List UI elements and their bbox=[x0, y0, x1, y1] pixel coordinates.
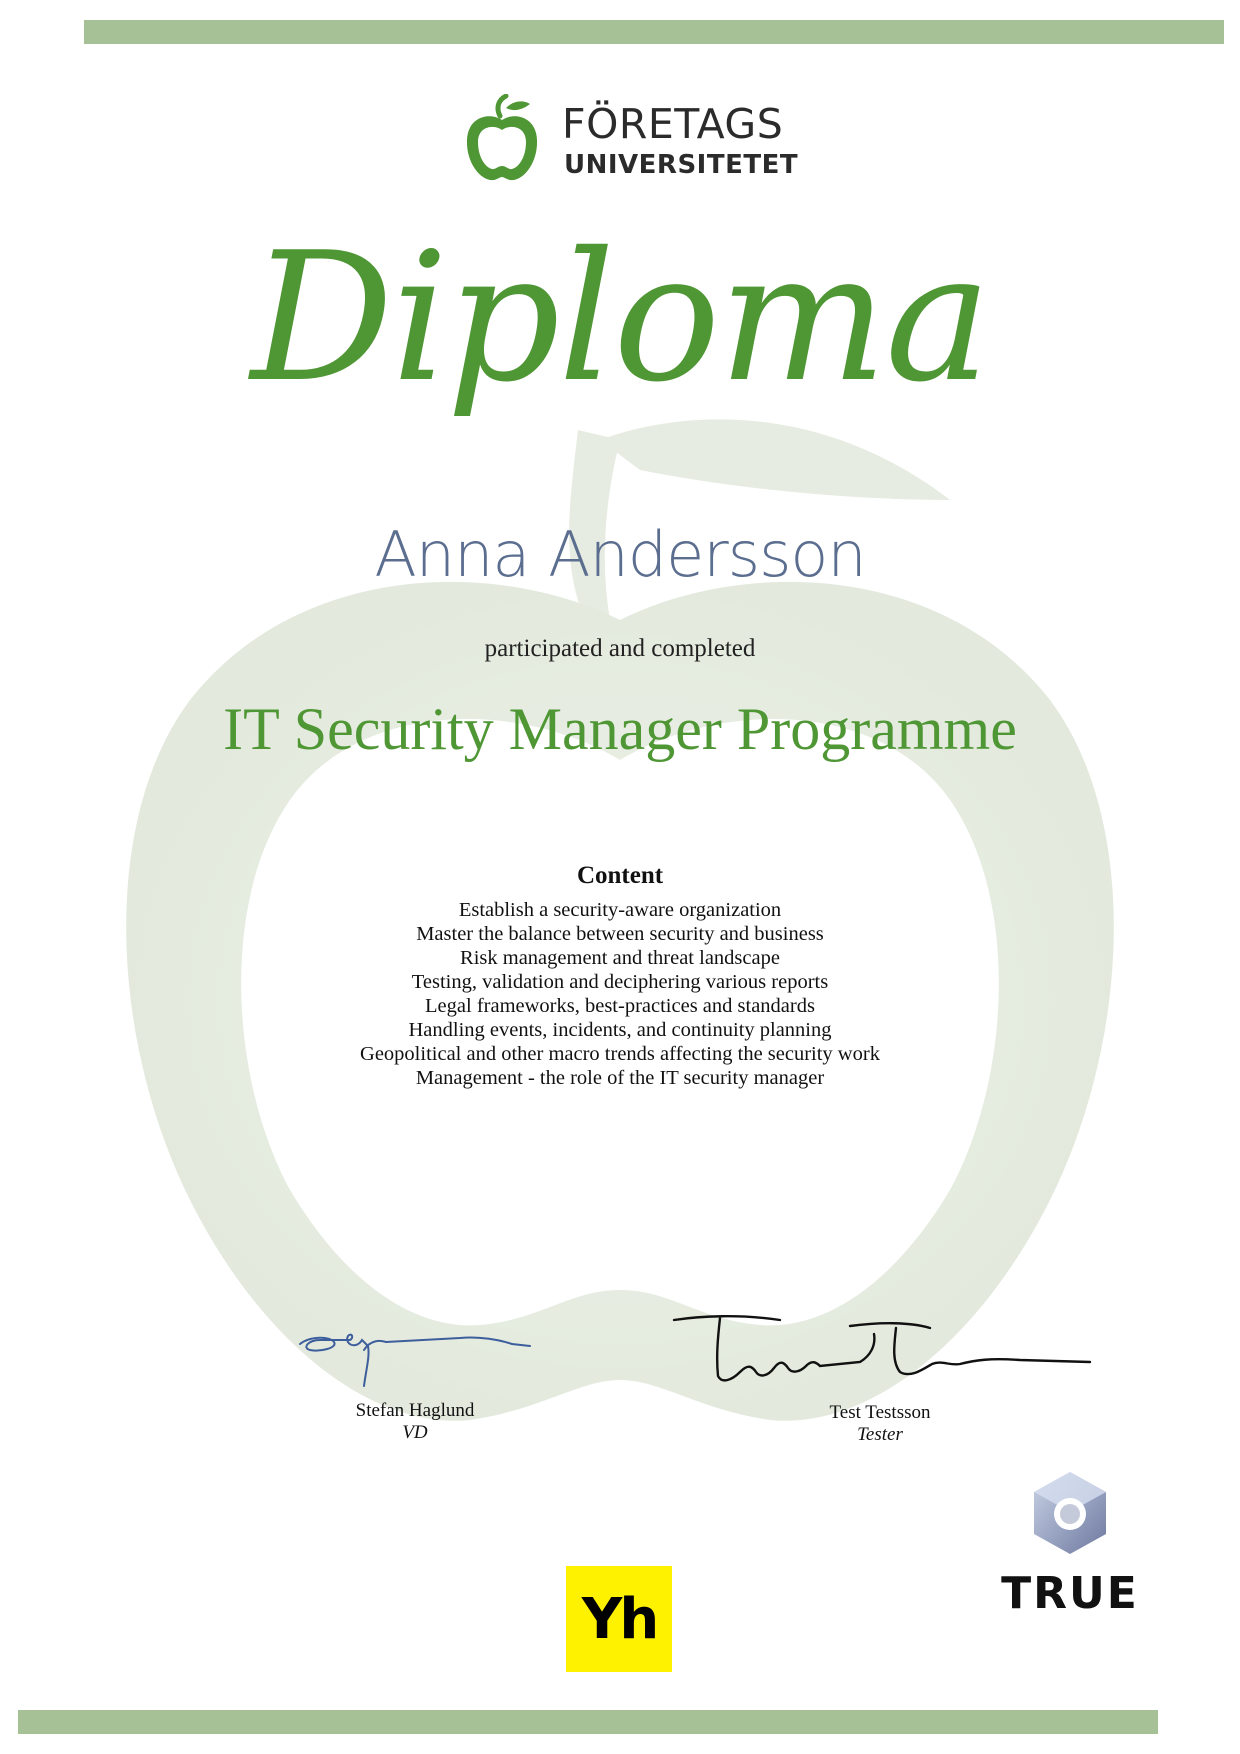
true-logo bbox=[990, 1470, 1150, 1619]
content-item: Risk management and threat landscape bbox=[460, 947, 780, 969]
content-item: Handling events, incidents, and continuity planning bbox=[408, 1019, 832, 1041]
content-item: Testing, validation and deciphering various reports bbox=[411, 971, 829, 993]
diploma-title: Diploma bbox=[250, 214, 990, 421]
content-item: Establish a security-aware organization bbox=[458, 899, 782, 921]
signature-scribble-icon bbox=[660, 1306, 1100, 1402]
signer-name: Stefan Haglund bbox=[355, 1400, 475, 1421]
true-logo-text: TRUE bbox=[1001, 1568, 1139, 1619]
content-item: Geopolitical and other macro trends affecting the security work bbox=[360, 1043, 880, 1065]
logo-text-line1: FÖRETAGS bbox=[562, 100, 784, 148]
content-item: Legal frameworks, best-practices and standards bbox=[425, 995, 815, 1017]
completed-text: participated and completed bbox=[484, 635, 756, 662]
recipient-name: Anna Andersson bbox=[374, 518, 866, 591]
content-item: Management - the role of the IT security manager bbox=[415, 1067, 825, 1089]
content-heading: Content bbox=[576, 862, 664, 889]
content-item: Master the balance between security and business bbox=[416, 923, 824, 945]
content-list bbox=[0, 898, 1240, 1090]
signature-scribble-icon bbox=[290, 1310, 540, 1400]
signature-block-1 bbox=[290, 1310, 540, 1444]
signature-block-2 bbox=[660, 1306, 1100, 1446]
logo-text-line2: UNIVERSITETET bbox=[564, 150, 799, 180]
bottom-decorative-bar bbox=[18, 1710, 1158, 1734]
signer-role: Tester bbox=[857, 1424, 903, 1445]
foretagsuniversitetet-logo bbox=[462, 94, 799, 184]
hexagon-ring-icon bbox=[1030, 1470, 1110, 1556]
apple-icon bbox=[462, 94, 542, 184]
programme-title: IT Security Manager Programme bbox=[223, 696, 1017, 762]
signer-name: Test Testsson bbox=[829, 1402, 931, 1423]
yh-logo: Yh bbox=[566, 1566, 672, 1672]
signer-role: VD bbox=[402, 1422, 428, 1443]
